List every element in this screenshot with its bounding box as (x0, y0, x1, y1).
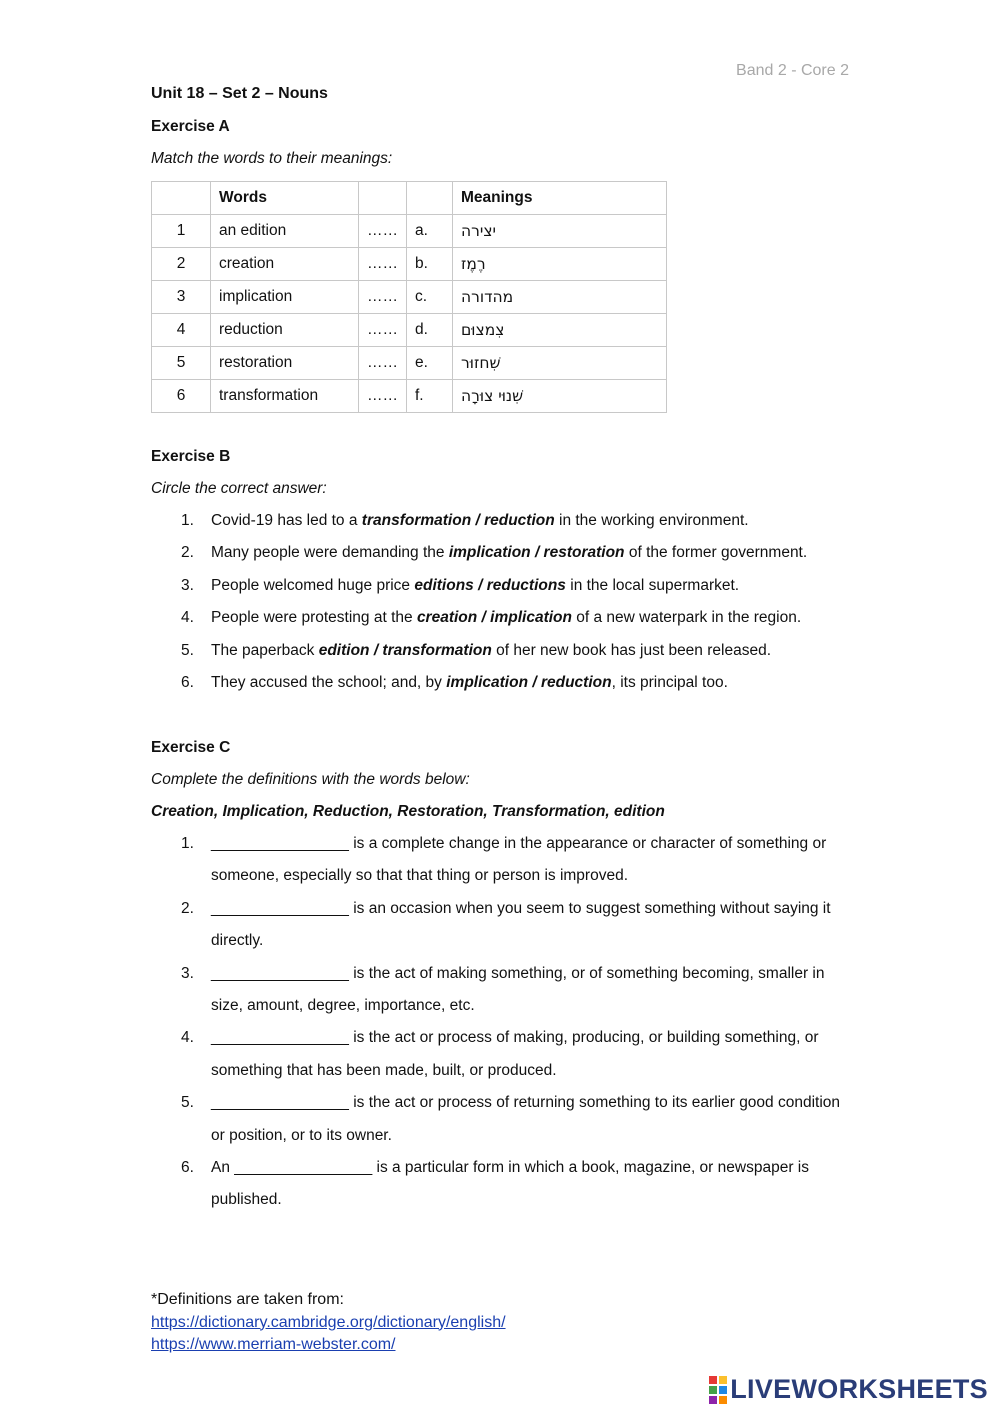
row-letter: a. (407, 215, 453, 248)
table-row (152, 248, 667, 281)
answer-blank[interactable]: …… (359, 380, 407, 413)
list-item (151, 828, 851, 893)
item-number: 4. (181, 1029, 194, 1047)
item-text-after: of a new waterpark in the region. (571, 609, 802, 627)
exercise-b-instruction: Circle the correct answer: (151, 480, 327, 497)
list-item (151, 671, 851, 703)
list-item (151, 639, 851, 671)
answer-blank[interactable]: …… (359, 347, 407, 380)
row-number: 6 (152, 380, 211, 413)
header-meanings: Meanings (453, 182, 667, 215)
list-item (151, 893, 851, 958)
item-text-before: Covid-19 has led to a (211, 512, 362, 529)
word-bank: Creation, Implication, Reduction, Restoration, Transformation, edition (151, 803, 665, 820)
row-word: reduction (211, 314, 359, 347)
row-number: 4 (152, 314, 211, 347)
list-item (151, 958, 851, 1023)
item-number: 4. (181, 609, 194, 627)
exercise-b-list (151, 509, 851, 703)
answer-blank[interactable]: …… (359, 215, 407, 248)
band-label: Band 2 - Core 2 (736, 62, 849, 79)
item-number: 3. (181, 576, 194, 594)
item-text-before: The paperback (211, 641, 319, 659)
answer-blank[interactable]: …… (359, 314, 407, 347)
definition-text: An ________________ is a particular form in which a book, magazine, or newspaper is published. (211, 1159, 809, 1209)
answer-choice[interactable]: implication / reduction (446, 673, 612, 691)
exercise-a-instruction: Match the words to their meanings: (151, 150, 393, 167)
list-item (151, 1087, 851, 1152)
item-number: 6. (181, 1159, 194, 1177)
definition-text: ________________ is the act or process of making, producing, or building something, or something that has been made, built, or produced. (211, 1029, 819, 1079)
item-text-after: of the former government. (624, 544, 808, 562)
row-meaning: שִׁחזוּר (453, 347, 667, 380)
exercise-b-heading: Exercise B (151, 448, 231, 465)
answer-choice[interactable]: editions / reductions (414, 576, 566, 594)
item-number: 5. (181, 641, 194, 659)
list-item (151, 1152, 851, 1217)
table-row (152, 215, 667, 248)
row-number: 2 (152, 248, 211, 281)
row-number: 1 (152, 215, 211, 248)
item-text-before: People were protesting at the (211, 609, 417, 627)
page-title: Unit 18 – Set 2 – Nouns (151, 85, 328, 102)
row-number: 5 (152, 347, 211, 380)
table-header-row (152, 182, 667, 215)
item-text-after: in the working environment. (554, 512, 749, 529)
table-row (152, 314, 667, 347)
list-item (151, 1022, 851, 1087)
answer-choice[interactable]: edition / transformation (318, 641, 492, 659)
cambridge-link[interactable]: https://dictionary.cambridge.org/dictionary/english/ (151, 1313, 506, 1331)
row-meaning: רֶמֶז (453, 248, 667, 281)
row-word: implication (211, 281, 359, 314)
brand-name: LIVEWORKSHEETS (730, 1374, 988, 1404)
answer-blank[interactable]: …… (359, 281, 407, 314)
list-item (151, 574, 851, 606)
exercise-c-instruction: Complete the definitions with the words below: (151, 771, 470, 788)
item-text-before: People welcomed huge price (211, 576, 415, 594)
merriam-webster-link[interactable]: https://www.merriam-webster.com/ (151, 1336, 396, 1353)
item-text-before: Many people were demanding the (211, 544, 449, 562)
matching-table (151, 181, 667, 413)
item-number: 1. (181, 835, 194, 852)
answer-choice[interactable]: creation / implication (416, 609, 572, 627)
item-text-before: They accused the school; and, by (211, 673, 447, 691)
definition-text: ________________ is a complete change in the appearance or character of something or someone, especially so that that thing or person is improved. (211, 835, 827, 885)
row-meaning: צִמצוּם (453, 314, 667, 347)
table-row (152, 281, 667, 314)
table-row (152, 347, 667, 380)
sources-block (151, 1289, 506, 1357)
item-number: 2. (181, 544, 194, 562)
list-item (151, 541, 851, 573)
definition-text: ________________ is an occasion when you seem to suggest something without saying it directly. (211, 899, 831, 950)
row-word: creation (211, 248, 359, 281)
row-meaning: יצירה (453, 215, 667, 248)
item-number: 1. (181, 512, 194, 529)
header-num (152, 182, 211, 215)
definition-text: ________________ is the act of making something, or of something becoming, smaller in size, amount, degree, importance, etc. (211, 964, 825, 1015)
answer-choice[interactable]: implication / restoration (448, 544, 625, 562)
logo-mark-icon (709, 1376, 727, 1404)
row-letter: b. (407, 248, 453, 281)
table-row (152, 380, 667, 413)
exercise-a-heading: Exercise A (151, 118, 230, 135)
item-text-after: of her new book has just been released. (491, 641, 771, 659)
item-number: 5. (181, 1094, 194, 1112)
answer-choice[interactable]: transformation / reduction (361, 512, 555, 529)
liveworksheets-logo (709, 1374, 988, 1405)
row-word: restoration (211, 347, 359, 380)
item-text-after: , its principal too. (611, 673, 728, 691)
row-number: 3 (152, 281, 211, 314)
row-word: an edition (211, 215, 359, 248)
list-item (151, 509, 851, 541)
row-word: transformation (211, 380, 359, 413)
item-number: 2. (181, 899, 194, 917)
item-text-after: in the local supermarket. (565, 576, 740, 594)
list-item (151, 606, 851, 638)
row-meaning: שִׁנוּי צוּרָה (453, 380, 667, 413)
row-letter: c. (407, 281, 453, 314)
definition-text: ________________ is the act or process of returning something to its earlier good condition or position, or to its owner. (211, 1094, 841, 1144)
row-letter: e. (407, 347, 453, 380)
answer-blank[interactable]: …… (359, 248, 407, 281)
item-number: 3. (181, 964, 194, 982)
row-meaning: מהדורה (453, 281, 667, 314)
header-letter (407, 182, 453, 215)
header-words: Words (211, 182, 359, 215)
sources-label: *Definitions are taken from: (151, 1291, 344, 1308)
row-letter: d. (407, 314, 453, 347)
item-number: 6. (181, 673, 194, 691)
header-answer (359, 182, 407, 215)
row-letter: f. (407, 380, 453, 413)
exercise-c-list (151, 828, 851, 1217)
exercise-c-heading: Exercise C (151, 739, 231, 756)
